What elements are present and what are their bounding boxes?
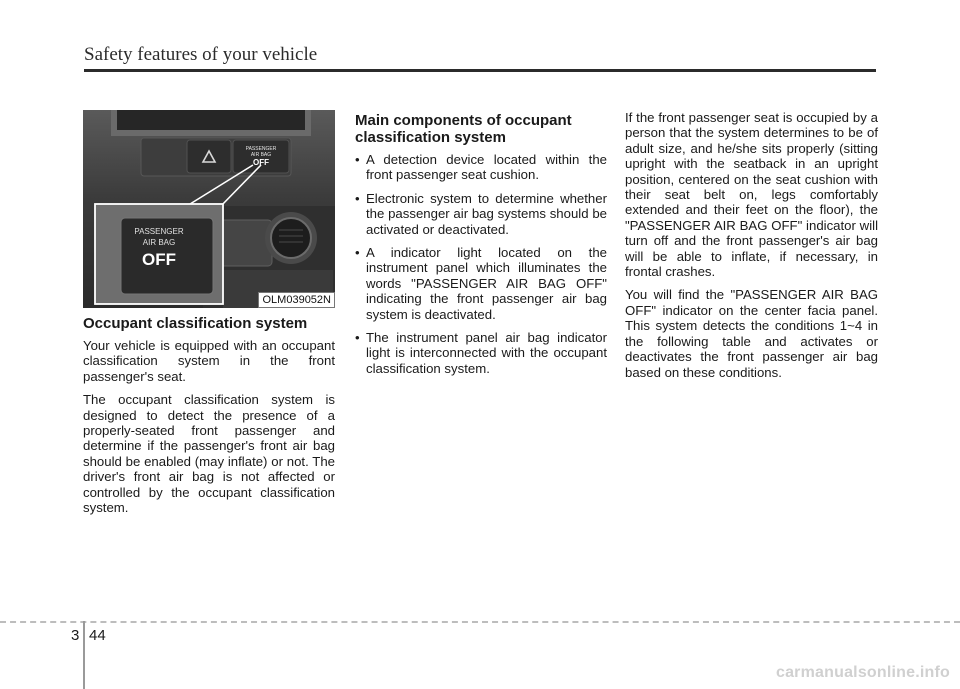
large-indicator-line2: AIR BAG [142, 238, 176, 247]
page-header-title: Safety features of your vehicle [84, 44, 318, 65]
column-left [83, 110, 335, 523]
large-indicator-line1: PASSENGER [134, 227, 184, 236]
list-item: • Electronic system to determine whether the passenger air bag systems should be activated or deactivated. [355, 191, 607, 237]
dashboard-illustration [83, 110, 335, 308]
small-indicator-line3: OFF [253, 158, 269, 167]
occupant-heading: Occupant classification system [83, 315, 308, 332]
list-item: • A detection device located within the front passenger seat cushion. [355, 152, 607, 183]
column-middle [355, 110, 607, 384]
hazard-button [187, 140, 231, 173]
footer-divider [83, 621, 85, 689]
small-indicator-line2: AIR BAG [250, 152, 272, 158]
footer-dashed-rule [0, 621, 960, 623]
components-heading: Main components of occupant classification system [355, 112, 572, 146]
right-paragraph-1: If the front passenger seat is occupied by a person that the system determines to be of adult size, and he/she sits properly (sitting upright with the seatback in an upright position, centered on the seat cushion with their seat belt on, legs comfortably extended and their feet on the floor), the "PASSENGER AIR BAG OFF" indicator will turn off and the front passenger's air bag will be able to inflate, if necessary, in frontal crashes. [625, 110, 878, 280]
list-item: • The instrument panel air bag indicator light is interconnected with the occupant classification system. [355, 330, 607, 376]
chapter-number: 3 [71, 627, 80, 644]
right-paragraph-2: You will find the "PASSENGER AIR BAG OFF" indicator on the center facia panel. This system detects the conditions 1~4 in the following table and activates or deactivates the front passenger air bag based on these conditions. [625, 287, 878, 380]
dashboard-photo [83, 110, 335, 308]
components-list [355, 152, 607, 376]
display-bezel [117, 110, 305, 130]
page-number: 44 [89, 627, 106, 644]
console-slot [216, 220, 272, 266]
column-right [625, 110, 878, 388]
control-knob [271, 218, 311, 258]
occupant-paragraph-1: Your vehicle is equipped with an occupant classification system in the front passenger's seat. [83, 338, 335, 384]
header-rule [84, 69, 876, 72]
large-indicator-line3: OFF [142, 250, 176, 269]
list-item: • A indicator light located on the instrument panel which illuminates the words "PASSENGER AIR BAG OFF" indicating the front passenger air bag system is deactivated. [355, 245, 607, 322]
occupant-paragraph-2: The occupant classification system is designed to detect the presence of a properly-seated front passenger and determine if the passenger's front air bag should be enabled (may inflate) or not. The driver's front air bag is not affected or controlled by the occupant classification system. [83, 392, 335, 516]
small-indicator-line1: PASSENGER [245, 146, 277, 152]
watermark: carmanualsonline.info [775, 664, 950, 681]
figure-caption: OLM039052N [258, 292, 336, 308]
